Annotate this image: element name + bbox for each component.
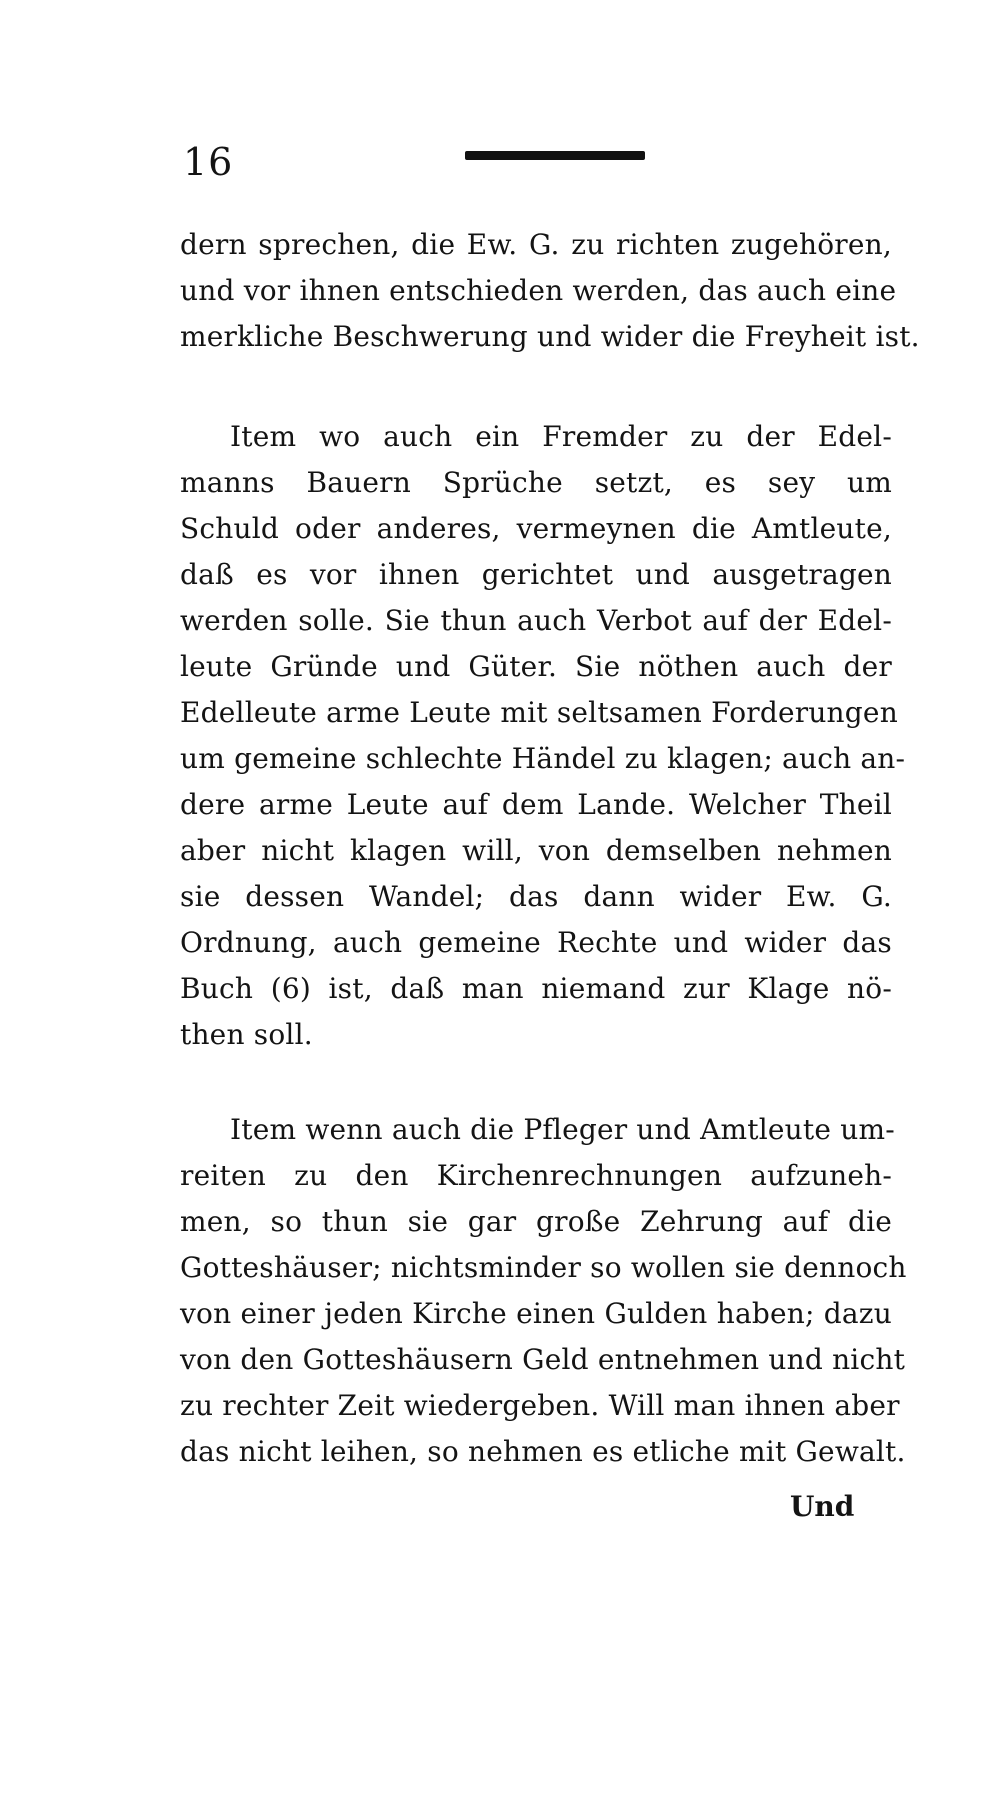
text-line: leute Gründe und Güter. Sie nöthen auch der bbox=[180, 650, 892, 683]
text-line: von einer jeden Kirche einen Gulden haben; dazu bbox=[180, 1297, 892, 1330]
catchword: Und bbox=[790, 1490, 855, 1523]
page-number: 16 bbox=[183, 140, 234, 184]
text-line: zu rechter Zeit wiedergeben. Will man ihnen aber bbox=[180, 1389, 900, 1422]
paragraph-3 bbox=[180, 1107, 907, 1475]
text-line: das nicht leihen, so nehmen es etliche mit Gewalt. bbox=[180, 1435, 906, 1468]
text-line: Buch (6) ist, daß man niemand zur Klage nö- bbox=[180, 972, 892, 1005]
text-line: dern sprechen, die Ew. G. zu richten zugehören, bbox=[180, 228, 892, 261]
text-line: Gotteshäuser; nichtsminder so wollen sie dennoch bbox=[180, 1251, 907, 1284]
text-line: Schuld oder anderes, vermeynen die Amtleute, bbox=[180, 512, 892, 545]
text-line: werden solle. Sie thun auch Verbot auf der Edel- bbox=[180, 604, 892, 637]
text-line: sie dessen Wandel; das dann wider Ew. G. bbox=[180, 880, 892, 913]
text-line: then soll. bbox=[180, 1018, 313, 1051]
text-line: Edelleute arme Leute mit seltsamen Forderungen bbox=[180, 696, 898, 729]
paragraph-2 bbox=[180, 414, 906, 1058]
text-line: daß es vor ihnen gerichtet und ausgetragen bbox=[180, 558, 892, 591]
text-line: Item wo auch ein Fremder zu der Edel- bbox=[230, 420, 892, 453]
text-line: dere arme Leute auf dem Lande. Welcher Theil bbox=[180, 788, 892, 821]
text-line: von den Gotteshäusern Geld entnehmen und nicht bbox=[180, 1343, 906, 1376]
text-line: merkliche Beschwerung und wider die Freyheit ist. bbox=[180, 320, 920, 353]
text-line: Ordnung, auch gemeine Rechte und wider das bbox=[180, 926, 892, 959]
text-line: reiten zu den Kirchenrechnungen aufzuneh- bbox=[180, 1159, 892, 1192]
text-line: um gemeine schlechte Händel zu klagen; auch an- bbox=[180, 742, 906, 775]
text-line: aber nicht klagen will, von demselben nehmen bbox=[180, 834, 892, 867]
text-line: manns Bauern Sprüche setzt, es sey um bbox=[180, 466, 892, 499]
text-line: Item wenn auch die Pfleger und Amtleute um- bbox=[230, 1113, 895, 1146]
paragraph-1 bbox=[180, 222, 920, 360]
text-line: men, so thun sie gar große Zehrung auf die bbox=[180, 1205, 892, 1238]
text-line: und vor ihnen entschieden werden, das auch eine bbox=[180, 274, 897, 307]
header-rule bbox=[465, 151, 645, 160]
